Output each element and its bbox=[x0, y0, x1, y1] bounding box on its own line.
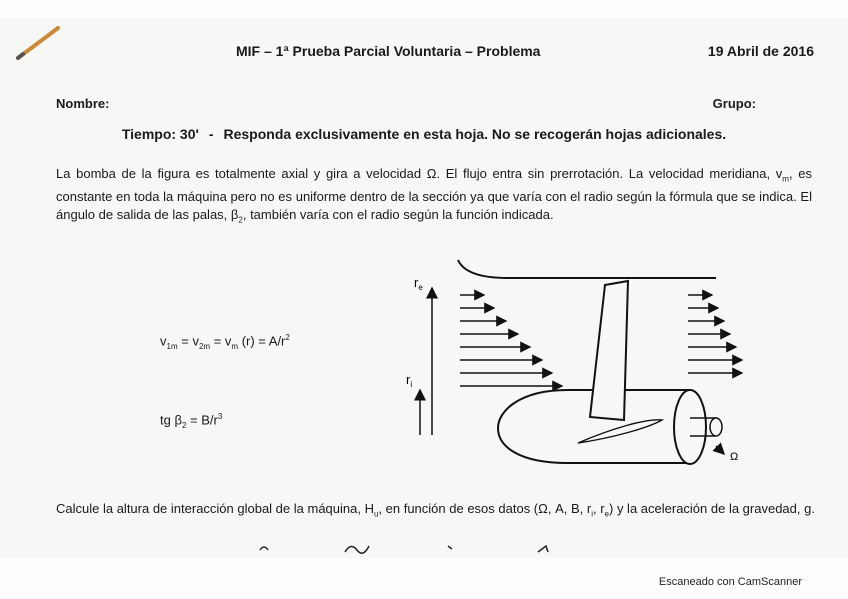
superscript: 3 bbox=[217, 412, 223, 421]
axial-pump-diagram bbox=[398, 250, 748, 475]
superscript: 2 bbox=[285, 333, 290, 342]
subscript: i bbox=[591, 509, 593, 519]
separator: - bbox=[208, 126, 214, 142]
scanner-watermark: Escaneado con CamScanner bbox=[658, 576, 802, 588]
problem-statement bbox=[56, 165, 812, 229]
subscript: 1m bbox=[166, 341, 178, 351]
hub-end bbox=[674, 390, 706, 464]
eq-part: (r) = A/r bbox=[238, 333, 286, 349]
label-ri: $r_i$ bbox=[406, 372, 413, 389]
exam-date: 19 Abril de 2016 bbox=[707, 43, 814, 59]
name-field-label: Nombre: bbox=[56, 96, 110, 111]
casing-line bbox=[458, 260, 716, 278]
label-omega: Ω bbox=[730, 451, 739, 463]
group-field-label: Grupo: bbox=[712, 96, 756, 111]
eq-part: = v bbox=[210, 333, 232, 349]
inlet-velocity-arrows bbox=[460, 295, 562, 386]
blade bbox=[590, 281, 628, 420]
eq-part: = B/r bbox=[186, 412, 218, 428]
subscript: u bbox=[373, 509, 379, 519]
eq-part: tg β bbox=[160, 412, 182, 428]
question-text bbox=[56, 500, 816, 523]
subscript: e bbox=[604, 509, 609, 519]
exam-title: MIF – 1ª Prueba Parcial Voluntaria – Problema bbox=[236, 43, 541, 59]
shaft-end bbox=[710, 418, 722, 436]
time-limit: Tiempo: 30' bbox=[121, 126, 199, 142]
angle-equation bbox=[160, 412, 222, 430]
question-part: , en función de esos datos (Ω, A, B, r bbox=[378, 501, 592, 516]
rotation-arrow bbox=[716, 446, 724, 454]
subscript: 2m bbox=[198, 341, 211, 351]
subscript: m bbox=[782, 174, 789, 184]
label-re: $r_e$ bbox=[414, 275, 423, 292]
question-part: , r bbox=[592, 501, 605, 516]
subscript: 2 bbox=[181, 420, 187, 430]
question-part: ) y la aceleración de la gravedad, g. bbox=[609, 501, 815, 516]
statement-part: , es constante en toda la máquina pero no es uniforme dentro de la sección ya que varía con el radio según la fórmula que se indica. El ángulo de salida de las palas, β bbox=[56, 166, 812, 222]
subscript: m bbox=[231, 341, 239, 351]
pencil-icon bbox=[14, 22, 62, 62]
eq-part: = v bbox=[177, 333, 199, 349]
instructions-line bbox=[0, 126, 848, 142]
question-part: Calcule la altura de interacción global de la máquina, H bbox=[56, 501, 374, 516]
eq-part: v bbox=[160, 333, 167, 349]
velocity-equation bbox=[160, 333, 290, 351]
outlet-velocity-arrows bbox=[688, 295, 742, 373]
answer-note: Responda exclusivamente en esta hoja. No se recogerán hojas adicionales. bbox=[223, 126, 727, 142]
handwriting-scribble bbox=[250, 540, 570, 556]
statement-part: La bomba de la figura es totalmente axial y gira a velocidad Ω. El flujo entra sin prerrotación. La velocidad meridiana, v bbox=[56, 166, 783, 181]
subscript: 2 bbox=[238, 215, 243, 225]
statement-part: , también varía con el radio según la función indicada. bbox=[242, 206, 554, 222]
